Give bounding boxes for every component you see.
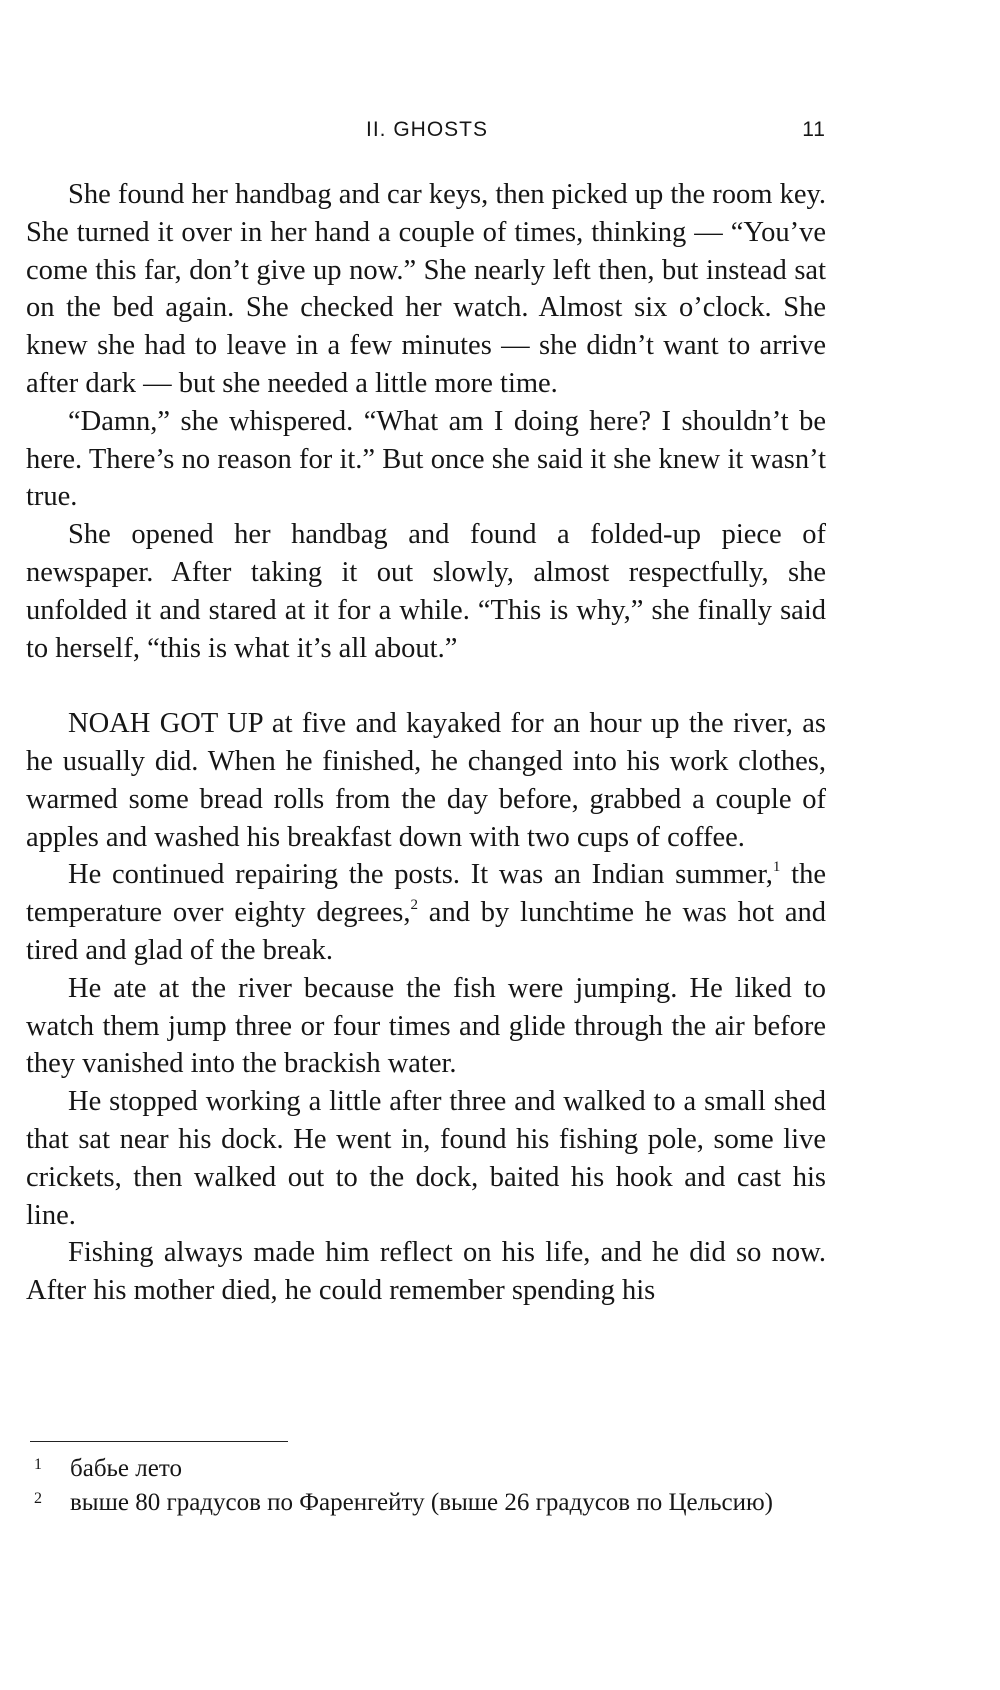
paragraph: He ate at the river because the fish were jumping. He liked to watch them jump three or four times and glide through the air before they vanished into the brackish water. [26, 972, 826, 1080]
footnote-text: бабье лето [70, 1455, 182, 1482]
main-text [26, 176, 826, 1310]
running-header [28, 118, 826, 148]
footnotes [28, 1452, 828, 1520]
paragraph-text: and by lunchtime he was hot and tired and glad of the break. [26, 897, 826, 966]
footnote-1 [28, 1452, 828, 1486]
paragraph: “Damn,” she whispered. “What am I doing here? I shouldn’t be here. There’s no reason for it.” But once she said it she knew it wasn’t true. [26, 405, 826, 513]
paragraph: He stopped working a little after three and walked to a small shed that sat near his dock. He went in, found his fishing pole, some live crickets, then walked out to the dock, baited his hook and cast his line. [26, 1086, 826, 1231]
page-number: 11 [802, 118, 826, 141]
paragraph: She found her handbag and car keys, then picked up the room key. She turned it over in her hand a couple of times, thinking — “You’ve come this far, don’t give up now.” She nearly left then, but instead sat on the bed again. She checked her watch. Almost six o’clock. She knew she had to leave in a few minutes — she didn’t want to arrive after dark — but she needed a little more time. [26, 179, 826, 399]
paragraph-text: He continued repairing the posts. It was an Indian summer, [68, 859, 773, 891]
chapter-title: II. GHOSTS [365, 118, 488, 141]
paragraph-text: the temperature over eighty degrees, [26, 859, 826, 929]
paragraph-with-footnotes [26, 856, 826, 969]
footnote-text: выше 80 градусов по Фаренгейту (выше 26 градусов по Цельсию) [70, 1489, 773, 1516]
footnote-ref-2: 2 [410, 897, 419, 914]
footnote-number: 2 [34, 1490, 42, 1507]
footnote-2 [28, 1486, 828, 1520]
footnote-separator [30, 1441, 288, 1442]
paragraph: She opened her handbag and found a folded-up piece of newspaper. After taking it out slowly, almost respectfully, she unfolded it and stared at it for a while. “This is why,” she finally said to herself, “this is what it’s all about.” [26, 519, 826, 664]
paragraph-section-start: NOAH GOT UP at five and kayaked for an hour up the river, as he usually did. When he finished, he changed into his work clothes, warmed some bread rolls from the day before, grabbed a couple of apples and washed his breakfast down with two cups of coffee. [26, 708, 826, 853]
paragraph: Fishing always made him reflect on his life, and he did so now. After his mother died, he could remember spending his [26, 1237, 826, 1307]
footnote-number: 1 [34, 1456, 42, 1473]
footnote-ref-1: 1 [772, 859, 781, 876]
